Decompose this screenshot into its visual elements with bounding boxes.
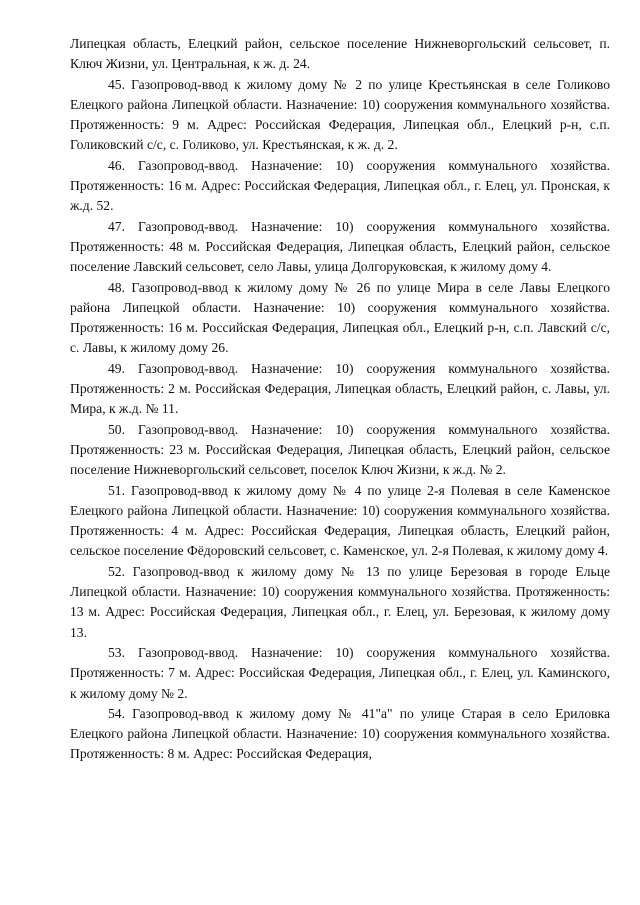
paragraph-item-52: 52. Газопровод-ввод к жилому дому № 13 по улице Березовая в городе Ельце Липецкой области. Назначение: 10) сооружения коммунального хозяйства. Протяженность: 13 м. Адрес: Российская Федерация, Липецкая обл., г. Елец, ул. Березовая, к жилому дому 13. bbox=[70, 563, 610, 640]
paragraph-item-46: 46. Газопровод-ввод. Назначение: 10) сооружения коммунального хозяйства. Протяженность: 16 м. Адрес: Российская Федерация, Липецкая обл., г. Елец, ул. Пронская, к ж.д. 52. bbox=[70, 157, 610, 214]
paragraph-item-48: 48. Газопровод-ввод к жилому дому № 26 по улице Мира в селе Лавы Елецкого района Липецкой области. Назначение: 10) сооружения коммунального хозяйства. Протяженность: 16 м. Российская Федерация, Липецкая обл., Елецкий р-н, с.п. Лавский с/с, с. Лавы, к жилому дому 26. bbox=[70, 279, 610, 356]
paragraph-continued: Липецкая область, Елецкий район, сельское поселение Нижневоргольский сельсовет, п. Ключ Жизни, ул. Центральная, к ж. д. 24. bbox=[70, 36, 610, 72]
paragraph-item-47: 47. Газопровод-ввод. Назначение: 10) сооружения коммунального хозяйства. Протяженность: 48 м. Российская Федерация, Липецкая область, Елецкий район, сельское поселение Лавский сельсовет, село Лавы, улица Долгоруковская, к жилому дому 4. bbox=[70, 218, 610, 275]
paragraph-item-45: 45. Газопровод-ввод к жилому дому № 2 по улице Крестьянская в селе Голиково Елецкого района Липецкой области. Назначение: 10) сооружения коммунального хозяйства. Протяженность: 9 м. Адрес: Российская Федерация, Липецкая обл., Елецкий р-н, с.п. Голиковский с/с, с. Голиково, ул. Крестьянская, к ж. д. 2. bbox=[70, 76, 610, 153]
paragraph-item-53: 53. Газопровод-ввод. Назначение: 10) сооружения коммунального хозяйства. Протяженность: 7 м. Адрес: Российская Федерация, Липецкая обл., г. Елец, ул. Каминского, к жилому дому № 2. bbox=[70, 644, 610, 701]
paragraph-item-50: 50. Газопровод-ввод. Назначение: 10) сооружения коммунального хозяйства. Протяженность: 23 м. Российская Федерация, Липецкая область, Елецкий район, сельское поселение Нижневоргольский сельсовет, поселок Ключ Жизни, к ж.д. № 2. bbox=[70, 421, 610, 478]
paragraph-item-54: 54. Газопровод-ввод к жилому дому № 41"а" по улице Старая в село Ериловка Елецкого района Липецкой области. Назначение: 10) сооружения коммунального хозяйства. Протяженность: 8 м. Адрес: Российская Федерация, bbox=[70, 705, 610, 762]
paragraph-item-51: 51. Газопровод-ввод к жилому дому № 4 по улице 2-я Полевая в селе Каменское Елецкого района Липецкой области. Назначение: 10) сооружения коммунального хозяйства. Протяженность: 4 м. Адрес: Российская Федерация, Липецкая область, Елецкий район, сельское поселение Фёдоровский сельсовет, с. Каменское, ул. 2-я Полевая, к жилому дому 4. bbox=[70, 482, 610, 559]
document-page bbox=[70, 34, 610, 765]
paragraph-item-49: 49. Газопровод-ввод. Назначение: 10) сооружения коммунального хозяйства. Протяженность: 2 м. Российская Федерация, Липецкая область, Елецкий район, с. Лавы, ул. Мира, к ж.д. № 11. bbox=[70, 360, 610, 417]
